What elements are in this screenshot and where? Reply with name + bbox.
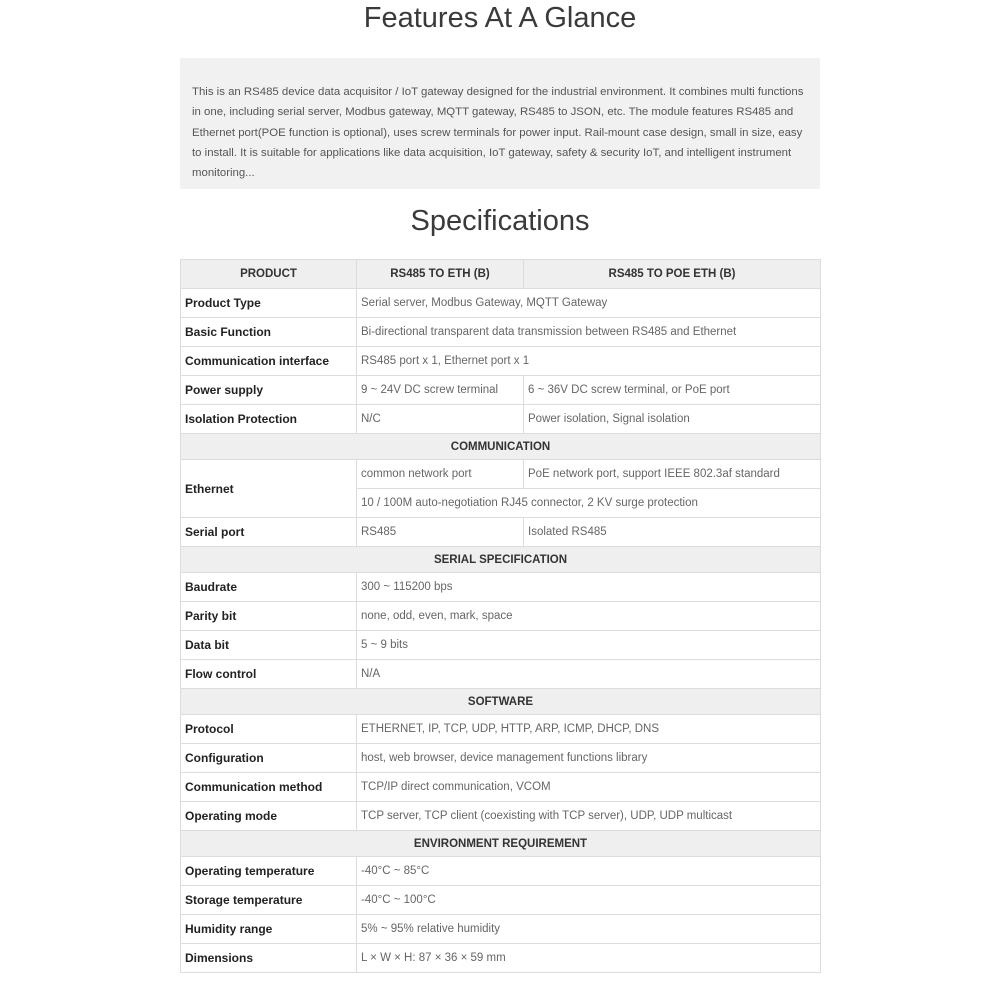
- row-value-b: Isolated RS485: [524, 518, 821, 547]
- row-value: TCP/IP direct communication, VCOM: [357, 773, 821, 802]
- header-model-b: RS485 TO POE ETH (B): [524, 260, 821, 289]
- table-row: [181, 715, 821, 744]
- table-row: [181, 802, 821, 831]
- row-value-a: common network port: [357, 460, 524, 489]
- table-row: [181, 318, 821, 347]
- table-row: [181, 602, 821, 631]
- row-value-b: 6 ~ 36V DC screw terminal, or PoE port: [524, 376, 821, 405]
- row-label: Communication method: [181, 773, 357, 802]
- row-label: Communication interface: [181, 347, 357, 376]
- table-header-row: [181, 260, 821, 289]
- row-value: -40°C ~ 85°C: [357, 857, 821, 886]
- row-value: L × W × H: 87 × 36 × 59 mm: [357, 944, 821, 973]
- table-row: [181, 347, 821, 376]
- table-row: [181, 631, 821, 660]
- row-label: Parity bit: [181, 602, 357, 631]
- table-row: [181, 573, 821, 602]
- intro-paragraph: This is an RS485 device data acquisitor / IoT gateway designed for the industrial environment. It combines multi functions in one, including serial server, Modbus gateway, MQTT gateway, RS485 to JSON, etc. The module features RS485 and Ethernet port(POE function is optional), uses screw terminals for power input. Rail-mount case design, small in size, easy to install. It is suitable for applications like data acquisition, IoT gateway, safety & security IoT, and intelligent instrument monitoring...: [180, 58, 820, 189]
- row-value-a: RS485: [357, 518, 524, 547]
- row-label: Product Type: [181, 289, 357, 318]
- table-row: [181, 944, 821, 973]
- section-environment: ENVIRONMENT REQUIREMENT: [181, 831, 821, 857]
- section-header-row: [181, 547, 821, 573]
- row-value: RS485 port x 1, Ethernet port x 1: [357, 347, 821, 376]
- row-label: Storage temperature: [181, 886, 357, 915]
- row-value-b: Power isolation, Signal isolation: [524, 405, 821, 434]
- table-row: [181, 857, 821, 886]
- row-value: 10 / 100M auto-negotiation RJ45 connector, 2 KV surge protection: [357, 489, 821, 518]
- row-value: Serial server, Modbus Gateway, MQTT Gateway: [357, 289, 821, 318]
- row-label: Flow control: [181, 660, 357, 689]
- row-value-a: 9 ~ 24V DC screw terminal: [357, 376, 524, 405]
- table-row: [181, 915, 821, 944]
- row-label: Power supply: [181, 376, 357, 405]
- specifications-table: [180, 259, 821, 973]
- section-communication: COMMUNICATION: [181, 434, 821, 460]
- specifications-title: Specifications: [410, 205, 590, 237]
- row-label: Protocol: [181, 715, 357, 744]
- row-value: none, odd, even, mark, space: [357, 602, 821, 631]
- section-serial: SERIAL SPECIFICATION: [181, 547, 821, 573]
- row-value: host, web browser, device management functions library: [357, 744, 821, 773]
- section-header-row: [181, 831, 821, 857]
- table-row: [181, 376, 821, 405]
- row-value: ETHERNET, IP, TCP, UDP, HTTP, ARP, ICMP, DHCP, DNS: [357, 715, 821, 744]
- table-row: [181, 405, 821, 434]
- table-row: [181, 773, 821, 802]
- row-label: Dimensions: [181, 944, 357, 973]
- row-value-a: N/C: [357, 405, 524, 434]
- row-value: N/A: [357, 660, 821, 689]
- row-value: TCP server, TCP client (coexisting with TCP server), UDP, UDP multicast: [357, 802, 821, 831]
- row-label: Serial port: [181, 518, 357, 547]
- row-value: 5% ~ 95% relative humidity: [357, 915, 821, 944]
- table-row: [181, 886, 821, 915]
- row-value: -40°C ~ 100°C: [357, 886, 821, 915]
- row-label: Operating temperature: [181, 857, 357, 886]
- section-software: SOFTWARE: [181, 689, 821, 715]
- row-label: Configuration: [181, 744, 357, 773]
- row-value: 5 ~ 9 bits: [357, 631, 821, 660]
- section-header-row: [181, 689, 821, 715]
- row-label: Isolation Protection: [181, 405, 357, 434]
- row-label: Basic Function: [181, 318, 357, 347]
- table-row: [181, 518, 821, 547]
- row-label: Operating mode: [181, 802, 357, 831]
- header-model-a: RS485 TO ETH (B): [357, 260, 524, 289]
- row-label: Data bit: [181, 631, 357, 660]
- header-product: PRODUCT: [181, 260, 357, 289]
- table-row: [181, 660, 821, 689]
- table-row: [181, 460, 821, 489]
- row-label: Baudrate: [181, 573, 357, 602]
- features-title: Features At A Glance: [363, 2, 637, 34]
- table-row: [181, 289, 821, 318]
- row-value: Bi-directional transparent data transmission between RS485 and Ethernet: [357, 318, 821, 347]
- section-header-row: [181, 434, 821, 460]
- row-label: Ethernet: [181, 460, 357, 518]
- row-value: 300 ~ 115200 bps: [357, 573, 821, 602]
- row-label: Humidity range: [181, 915, 357, 944]
- row-value-b: PoE network port, support IEEE 802.3af standard: [524, 460, 821, 489]
- table-row: [181, 744, 821, 773]
